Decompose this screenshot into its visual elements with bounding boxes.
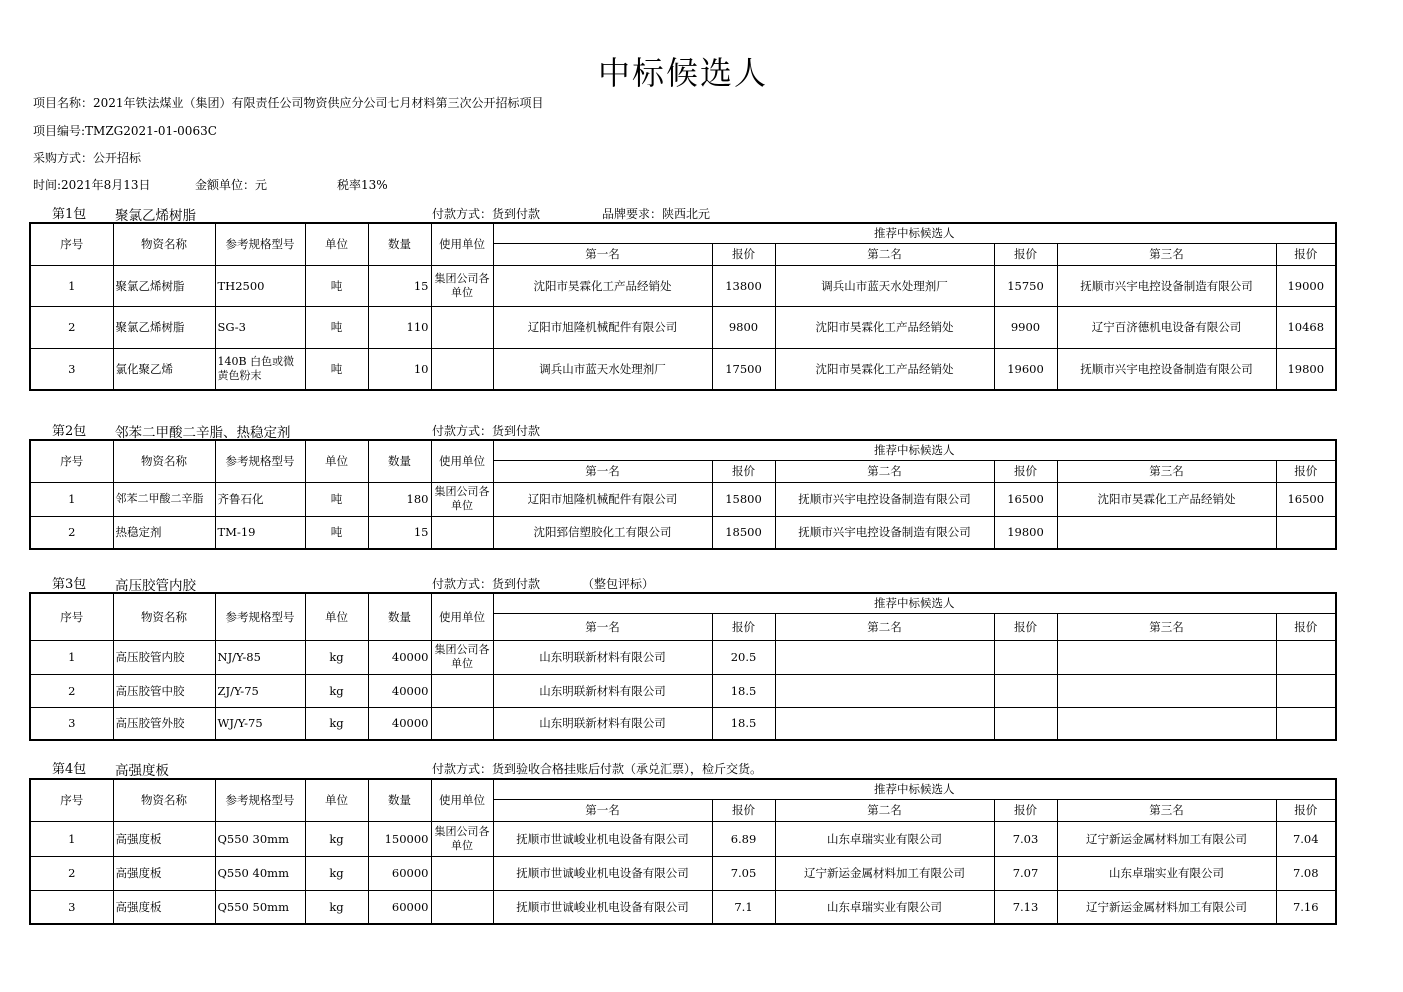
cell-unit: kg	[305, 640, 368, 674]
header-seq: 序号	[30, 593, 113, 640]
header-seq: 序号	[30, 440, 113, 482]
header-user: 使用单位	[431, 440, 493, 482]
cell-first: 辽阳市旭隆机械配件有限公司	[493, 306, 712, 348]
table-row	[30, 821, 1336, 856]
cell-material: 聚氯乙烯树脂	[113, 265, 215, 306]
cell-price-second: 7.03	[994, 821, 1057, 856]
cell-unit: 吨	[305, 265, 368, 306]
cell-unit: 吨	[305, 348, 368, 390]
cell-unit: kg	[305, 890, 368, 924]
cell-third: 沈阳市昊霖化工产品经销处	[1057, 482, 1276, 516]
cell-qty: 150000	[368, 821, 431, 856]
cell-third	[1057, 640, 1276, 674]
header-price: 报价	[1276, 460, 1336, 482]
cell-second	[775, 707, 994, 740]
package-name: 高强度板	[115, 763, 169, 779]
package-label: 第4包	[52, 762, 87, 777]
cell-third: 辽宁百济德机电设备有限公司	[1057, 306, 1276, 348]
candidate-table	[29, 592, 1337, 741]
cell-price-third: 7.08	[1276, 856, 1336, 890]
header-price: 报价	[712, 243, 775, 265]
header-third: 第三名	[1057, 613, 1276, 640]
cell-qty: 40000	[368, 640, 431, 674]
header-user: 使用单位	[431, 779, 493, 821]
cell-spec: TH2500	[215, 265, 305, 306]
cell-unit: kg	[305, 674, 368, 707]
cell-price-first: 20.5	[712, 640, 775, 674]
header-price: 报价	[1276, 243, 1336, 265]
cell-price-first: 7.1	[712, 890, 775, 924]
cell-price-third	[1276, 707, 1336, 740]
payment-terms: 付款方式：货到付款	[432, 424, 541, 438]
header-material: 物资名称	[113, 779, 215, 821]
cell-qty: 60000	[368, 856, 431, 890]
cell-qty: 40000	[368, 707, 431, 740]
cell-user: 集团公司各单位	[431, 821, 493, 856]
package-note: （整包评标）	[582, 577, 655, 591]
cell-user	[431, 348, 493, 390]
cell-second: 抚顺市兴宇电控设备制造有限公司	[775, 482, 994, 516]
cell-seq: 1	[30, 482, 113, 516]
header-price: 报价	[994, 460, 1057, 482]
project-name: 项目名称：2021年铁法煤业（集团）有限责任公司物资供应分公司七月材料第三次公开招标项目	[33, 96, 544, 110]
package-name: 邻苯二甲酸二辛脂、热稳定剂	[115, 425, 291, 441]
payment-terms: 付款方式：货到付款	[432, 577, 541, 591]
table-row	[30, 640, 1336, 674]
header-second: 第二名	[775, 613, 994, 640]
cell-unit: 吨	[305, 306, 368, 348]
cell-price-third: 10468	[1276, 306, 1336, 348]
header-third: 第三名	[1057, 460, 1276, 482]
cell-spec: Q550 30mm	[215, 821, 305, 856]
cell-seq: 2	[30, 856, 113, 890]
procurement-method: 采购方式：公开招标	[33, 151, 142, 165]
cell-seq: 2	[30, 674, 113, 707]
header-spec: 参考规格型号	[215, 223, 305, 265]
cell-material: 高压胶管内胶	[113, 640, 215, 674]
header-first: 第一名	[493, 613, 712, 640]
header-spec: 参考规格型号	[215, 779, 305, 821]
header-recommend: 推荐中标候选人	[493, 440, 1336, 460]
header-first: 第一名	[493, 799, 712, 821]
cell-price-second: 19800	[994, 516, 1057, 549]
cell-seq: 2	[30, 516, 113, 549]
cell-price-second: 7.13	[994, 890, 1057, 924]
header-seq: 序号	[30, 223, 113, 265]
cell-price-third: 19800	[1276, 348, 1336, 390]
header-qty: 数量	[368, 779, 431, 821]
cell-qty: 60000	[368, 890, 431, 924]
package-name: 高压胶管内胶	[115, 578, 196, 594]
cell-seq: 1	[30, 265, 113, 306]
cell-unit: kg	[305, 856, 368, 890]
cell-first: 辽阳市旭隆机械配件有限公司	[493, 482, 712, 516]
currency-unit: 金额单位：元	[195, 178, 268, 192]
header-unit: 单位	[305, 223, 368, 265]
payment-terms: 付款方式：货到付款	[432, 207, 541, 221]
cell-third	[1057, 707, 1276, 740]
cell-first: 抚顺市世诚峻业机电设备有限公司	[493, 821, 712, 856]
cell-material: 聚氯乙烯树脂	[113, 306, 215, 348]
cell-material: 邻苯二甲酸二辛脂	[113, 482, 215, 516]
header-user: 使用单位	[431, 223, 493, 265]
table-row	[30, 890, 1336, 924]
header-unit: 单位	[305, 440, 368, 482]
project-number: 项目编号:TMZG2021-01-0063C	[33, 124, 217, 138]
cell-price-first: 15800	[712, 482, 775, 516]
header-recommend: 推荐中标候选人	[493, 593, 1336, 613]
header-spec: 参考规格型号	[215, 440, 305, 482]
cell-price-second	[994, 674, 1057, 707]
cell-user: 集团公司各单位	[431, 482, 493, 516]
cell-seq: 3	[30, 707, 113, 740]
cell-price-second: 15750	[994, 265, 1057, 306]
header-seq: 序号	[30, 779, 113, 821]
package-note: 品牌要求：陕西北元	[602, 207, 711, 221]
package-header	[52, 758, 1342, 779]
header-material: 物资名称	[113, 223, 215, 265]
package-header	[52, 573, 1342, 594]
cell-material: 热稳定剂	[113, 516, 215, 549]
date: 时间:2021年8月13日	[33, 178, 151, 192]
header-price: 报价	[712, 613, 775, 640]
header-price: 报价	[994, 613, 1057, 640]
table-row	[30, 482, 1336, 516]
header-user: 使用单位	[431, 593, 493, 640]
cell-unit: 吨	[305, 482, 368, 516]
package-label: 第3包	[52, 577, 87, 592]
cell-spec: ZJ/Y-75	[215, 674, 305, 707]
cell-third: 抚顺市兴宇电控设备制造有限公司	[1057, 348, 1276, 390]
cell-qty: 40000	[368, 674, 431, 707]
cell-price-first: 9800	[712, 306, 775, 348]
cell-price-third: 7.16	[1276, 890, 1336, 924]
tax-rate: 税率13%	[337, 178, 388, 192]
header-qty: 数量	[368, 593, 431, 640]
package-header	[52, 420, 1342, 441]
cell-second: 山东卓瑞实业有限公司	[775, 890, 994, 924]
cell-first: 沈阳市昊霖化工产品经销处	[493, 265, 712, 306]
header-recommend: 推荐中标候选人	[493, 223, 1336, 243]
cell-material: 高强度板	[113, 890, 215, 924]
cell-seq: 2	[30, 306, 113, 348]
cell-material: 氯化聚乙烯	[113, 348, 215, 390]
page-title: 中标候选人	[597, 54, 768, 92]
cell-unit: 吨	[305, 516, 368, 549]
cell-unit: kg	[305, 707, 368, 740]
cell-first: 调兵山市蓝天水处理剂厂	[493, 348, 712, 390]
cell-seq: 3	[30, 890, 113, 924]
header-material: 物资名称	[113, 593, 215, 640]
cell-price-first: 18.5	[712, 674, 775, 707]
cell-price-second	[994, 707, 1057, 740]
table-row	[30, 265, 1336, 306]
cell-material: 高压胶管中胶	[113, 674, 215, 707]
cell-spec: Q550 50mm	[215, 890, 305, 924]
header-qty: 数量	[368, 223, 431, 265]
cell-user	[431, 516, 493, 549]
header-price: 报价	[1276, 613, 1336, 640]
cell-seq: 1	[30, 821, 113, 856]
cell-seq: 3	[30, 348, 113, 390]
cell-qty: 15	[368, 516, 431, 549]
cell-user	[431, 890, 493, 924]
cell-user	[431, 707, 493, 740]
cell-price-first: 17500	[712, 348, 775, 390]
cell-second: 抚顺市兴宇电控设备制造有限公司	[775, 516, 994, 549]
header-material: 物资名称	[113, 440, 215, 482]
package-label: 第1包	[52, 207, 87, 222]
package-label: 第2包	[52, 424, 87, 439]
cell-user: 集团公司各单位	[431, 265, 493, 306]
header-second: 第二名	[775, 460, 994, 482]
cell-price-third	[1276, 516, 1336, 549]
cell-first: 抚顺市世诚峻业机电设备有限公司	[493, 890, 712, 924]
cell-qty: 15	[368, 265, 431, 306]
cell-first: 沈阳郅信塑胶化工有限公司	[493, 516, 712, 549]
cell-qty: 10	[368, 348, 431, 390]
header-price: 报价	[994, 799, 1057, 821]
cell-qty: 180	[368, 482, 431, 516]
cell-price-second: 19600	[994, 348, 1057, 390]
payment-terms: 付款方式：货到验收合格挂账后付款（承兑汇票），检斤交货。	[432, 762, 763, 776]
cell-unit: kg	[305, 821, 368, 856]
cell-spec: Q550 40mm	[215, 856, 305, 890]
cell-first: 抚顺市世诚峻业机电设备有限公司	[493, 856, 712, 890]
cell-price-third: 16500	[1276, 482, 1336, 516]
header-second: 第二名	[775, 243, 994, 265]
table-row	[30, 348, 1336, 390]
package-header	[52, 203, 1342, 224]
cell-third	[1057, 674, 1276, 707]
cell-second	[775, 674, 994, 707]
cell-price-first: 7.05	[712, 856, 775, 890]
meta-line	[33, 176, 388, 193]
cell-second: 沈阳市昊霖化工产品经销处	[775, 306, 994, 348]
cell-second: 山东卓瑞实业有限公司	[775, 821, 994, 856]
cell-second	[775, 640, 994, 674]
cell-material: 高压胶管外胶	[113, 707, 215, 740]
header-first: 第一名	[493, 243, 712, 265]
cell-price-third: 7.04	[1276, 821, 1336, 856]
header-third: 第三名	[1057, 243, 1276, 265]
cell-price-second: 16500	[994, 482, 1057, 516]
cell-price-first: 18500	[712, 516, 775, 549]
cell-price-second: 9900	[994, 306, 1057, 348]
cell-user	[431, 306, 493, 348]
candidate-table	[29, 222, 1337, 391]
candidate-table	[29, 439, 1337, 550]
cell-material: 高强度板	[113, 856, 215, 890]
cell-price-first: 18.5	[712, 707, 775, 740]
header-spec: 参考规格型号	[215, 593, 305, 640]
header-first: 第一名	[493, 460, 712, 482]
cell-price-third	[1276, 674, 1336, 707]
cell-spec: WJ/Y-75	[215, 707, 305, 740]
cell-first: 山东明联新材料有限公司	[493, 674, 712, 707]
table-row	[30, 516, 1336, 549]
cell-user	[431, 674, 493, 707]
cell-seq: 1	[30, 640, 113, 674]
cell-spec: NJ/Y-85	[215, 640, 305, 674]
cell-spec: TM-19	[215, 516, 305, 549]
cell-third: 辽宁新运金属材料加工有限公司	[1057, 890, 1276, 924]
cell-material: 高强度板	[113, 821, 215, 856]
header-second: 第二名	[775, 799, 994, 821]
table-row	[30, 306, 1336, 348]
cell-price-second	[994, 640, 1057, 674]
cell-second: 调兵山市蓝天水处理剂厂	[775, 265, 994, 306]
header-price: 报价	[1276, 799, 1336, 821]
header-recommend: 推荐中标候选人	[493, 779, 1336, 799]
cell-second: 沈阳市昊霖化工产品经销处	[775, 348, 994, 390]
cell-user: 集团公司各单位	[431, 640, 493, 674]
header-price: 报价	[994, 243, 1057, 265]
header-unit: 单位	[305, 593, 368, 640]
cell-first: 山东明联新材料有限公司	[493, 640, 712, 674]
header-qty: 数量	[368, 440, 431, 482]
cell-third	[1057, 516, 1276, 549]
cell-price-first: 13800	[712, 265, 775, 306]
cell-third: 抚顺市兴宇电控设备制造有限公司	[1057, 265, 1276, 306]
cell-price-first: 6.89	[712, 821, 775, 856]
cell-price-third: 19000	[1276, 265, 1336, 306]
table-row	[30, 856, 1336, 890]
header-price: 报价	[712, 460, 775, 482]
cell-user	[431, 856, 493, 890]
cell-spec: 齐鲁石化	[215, 482, 305, 516]
table-row	[30, 674, 1336, 707]
header-third: 第三名	[1057, 799, 1276, 821]
package-name: 聚氯乙烯树脂	[115, 208, 196, 224]
table-row	[30, 707, 1336, 740]
header-unit: 单位	[305, 779, 368, 821]
cell-qty: 110	[368, 306, 431, 348]
cell-spec: SG-3	[215, 306, 305, 348]
cell-price-second: 7.07	[994, 856, 1057, 890]
candidate-table	[29, 778, 1337, 925]
cell-third: 山东卓瑞实业有限公司	[1057, 856, 1276, 890]
cell-spec: 140B 白色或微黄色粉末	[215, 348, 305, 390]
header-price: 报价	[712, 799, 775, 821]
cell-price-third	[1276, 640, 1336, 674]
cell-first: 山东明联新材料有限公司	[493, 707, 712, 740]
cell-second: 辽宁新运金属材料加工有限公司	[775, 856, 994, 890]
cell-third: 辽宁新运金属材料加工有限公司	[1057, 821, 1276, 856]
